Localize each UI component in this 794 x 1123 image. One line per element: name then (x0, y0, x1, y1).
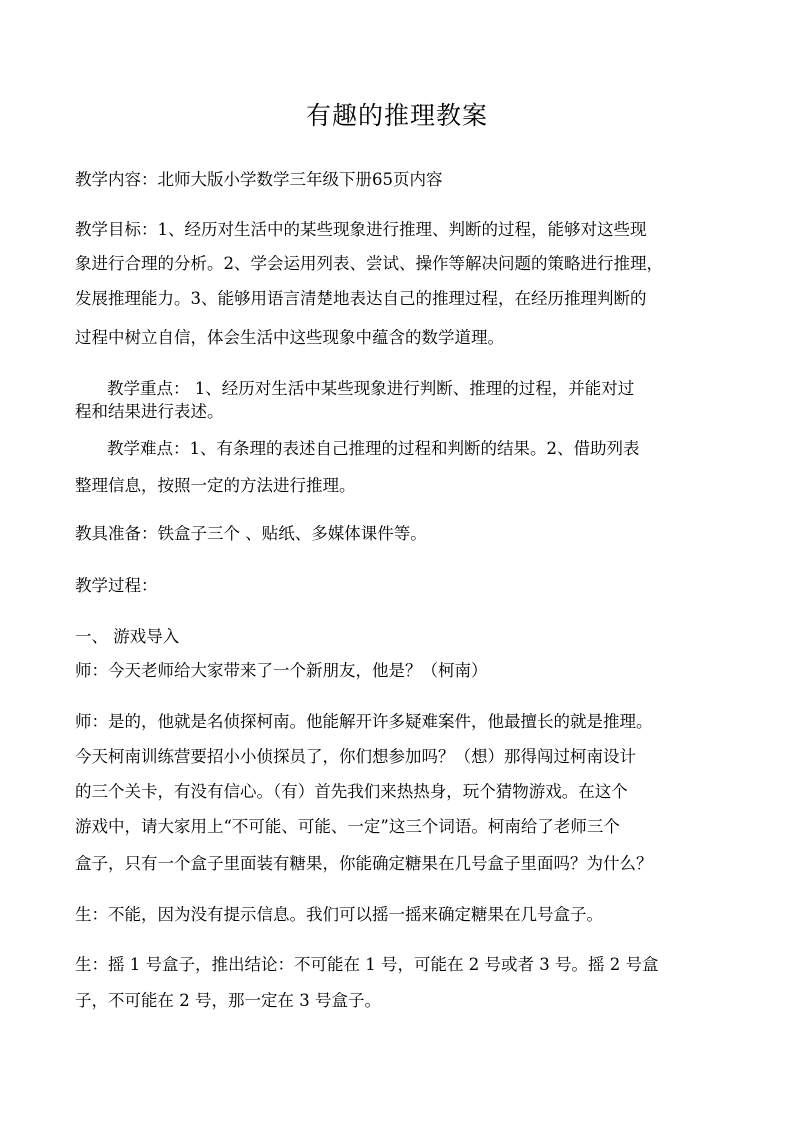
student-line-2-part-1: 生：摇 1 号盒子，推出结论：不可能在 1 号，可能在 2 号或者 3 号。摇 2 号盒 (75, 955, 659, 974)
teaching-goal-line-3: 发展推理能力。3、能够用语言清楚地表达自己的推理过程，在经历推理判断的 (75, 289, 647, 308)
teacher-paragraph-line-5: 盒子，只有一个盒子里面装有糖果，你能确定糖果在几号盒子里面吗？为什么？ (75, 854, 653, 873)
teacher-paragraph-line-3: 的三个关卡，有没有信心。（有）首先我们来热热身，玩个猜物游戏。在这个 (75, 782, 628, 801)
teaching-goal-line-2: 象进行合理的分析。2、学会运用列表、尝试、操作等解决问题的策略进行推理， (75, 254, 663, 273)
materials-line: 教具准备：铁盒子三个 、贴纸、多媒体课件等。 (75, 524, 427, 543)
key-points-line-1: 教学重点： 1、经历对生活中某些现象进行判断、推理的过程，并能对过 (107, 379, 635, 398)
teacher-paragraph-line-1: 师：是的，他就是名侦探柯南。他能解开许多疑难案件，他最擅长的就是推理。 (75, 712, 653, 731)
teaching-goal-line-4: 过程中树立自信，体会生活中这些现象中蕴含的数学道理。 (75, 328, 504, 347)
teacher-line-1: 师：今天老师给大家带来了一个新朋友，他是？（柯南） (75, 661, 488, 680)
teaching-content-line: 教学内容：北师大版小学数学三年级下册65页内容 (75, 170, 443, 189)
teaching-goal-line-1: 教学目标：1、经历对生活中的某些现象进行推理、判断的过程，能够对这些现 (75, 220, 647, 239)
teacher-paragraph-line-4: 游戏中，请大家用上“不可能、可能、一定”这三个词语。柯南给了老师三个 (75, 817, 620, 836)
section-heading-game-intro: 一、 游戏导入 (75, 627, 180, 646)
student-line-1: 生：不能，因为没有提示信息。我们可以摇一摇来确定糖果在几号盒子。 (75, 905, 603, 924)
student-line-2-part-2: 子，不可能在 2 号，那一定在 3 号盒子。 (75, 991, 381, 1010)
key-points-line-2: 程和结果进行表述。 (75, 402, 224, 421)
process-heading: 教学过程： (75, 576, 158, 595)
difficulty-line-2: 整理信息，按照一定的方法进行推理。 (75, 476, 356, 495)
difficulty-line-1: 教学难点：1、有条理的表述自己推理的过程和判断的结果。2、借助列表 (107, 439, 640, 458)
document-title: 有趣的推理教案 (305, 101, 488, 130)
teacher-paragraph-line-2: 今天柯南训练营要招小小侦探员了，你们想参加吗？（想）那得闯过柯南设计 (75, 747, 636, 766)
